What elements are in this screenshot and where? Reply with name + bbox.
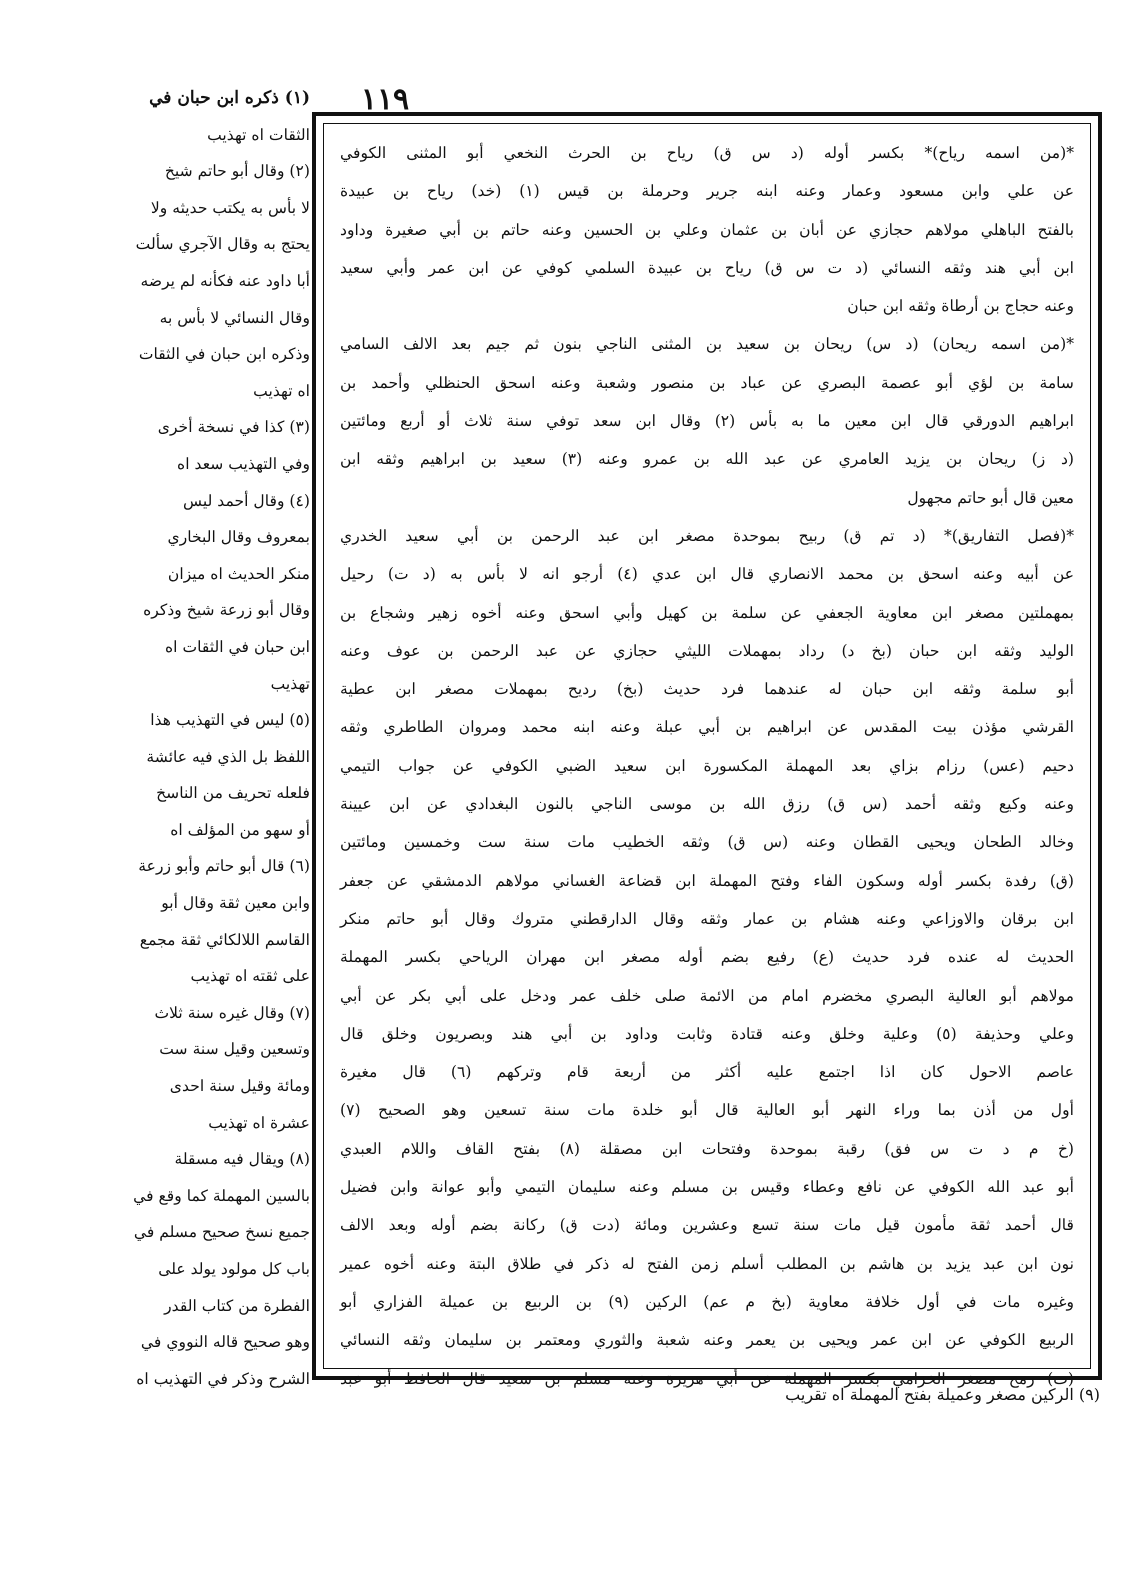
- main-line: (ق) رفدة بكسر أوله وسكون الفاء وفتح المهملة ابن قضاعة الغساني مولاهم الدمشقي عن جعفر: [340, 871, 1074, 890]
- main-line: وخالد الطحان ويحيى القطان وعنه (س ق) وثقه الخطيب مات سنة ست وخمسين ومائتين: [340, 833, 1074, 852]
- margin-note-line: اه تهذيب: [253, 381, 310, 400]
- margin-note-line: (١) ذكره ابن حبان في: [149, 88, 310, 108]
- margin-note-line: على ثقته اه تهذيب: [190, 967, 310, 986]
- margin-note-line: باب كل مولود يولد على: [158, 1260, 310, 1278]
- main-line: وعلي وحذيفة (٥) وعلية وخلق وعنه قتادة وثابت وداود بن أبي هند وبصريون وخلق قال: [340, 1024, 1074, 1043]
- main-line: نون ابن عبد يزيد بن هاشم بن المطلب أسلم زمن الفتح له ذكر في طلاق البتة وعنه أخوه عمير: [340, 1254, 1074, 1273]
- margin-note-line: وقال أبو زرعة شيخ وذكره: [143, 601, 310, 620]
- margin-note-line: عشرة اه تهذيب: [208, 1113, 310, 1132]
- main-line: وعنه حجاج بن أرطاة وثقه ابن حبان: [847, 297, 1074, 316]
- main-line: دحيم (عس) رزام بزاي بعد المهملة المكسورة ابن سعيد الضبي الكوفي عن جواب التيمي: [340, 756, 1074, 775]
- footnote: (٩) الركين مصغر وعميلة بفتح المهملة اه تقريب: [785, 1385, 1100, 1404]
- main-line: الوليد وثقه ابن حبان (بخ د) رداد بمهملات الليثي حجازي عن عبد الرحمن بن عوف وعنه: [340, 641, 1074, 660]
- main-line: (ت) رمح مصغر الخزامي بكسر المهملة عن أبي هريرة وعنه مسلم بن سعيد قال الحافظ أبو عبد: [340, 1369, 1074, 1388]
- margin-note-line: جميع نسخ صحيح مسلم في: [133, 1223, 310, 1242]
- main-line: وغيره مات في أول خلافة معاوية (بخ م عم) الركين (٩) بن الربيع بن عميلة الفزاري أبو: [340, 1292, 1074, 1311]
- page-number: ١١٩: [360, 82, 410, 117]
- margin-note-line: أبا داود عنه فكأنه لم يرضه: [140, 271, 310, 290]
- main-line: أول من أذن بما وراء النهر أبو العالية قال أبو خلدة مات سنة تسعين وهو الصحيح (٧): [340, 1101, 1074, 1120]
- margin-note-line: وفي التهذيب سعد اه: [177, 454, 310, 473]
- margin-note-line: فلعله تحريف من الناسخ: [156, 784, 310, 803]
- margin-note-line: القاسم اللالكائي ثقة مجمع: [139, 930, 310, 949]
- margin-note-line: الثقات اه تهذيب: [207, 125, 310, 144]
- main-line: ابن أبي هند وثقه النسائي (د ت س ق) رياح بن عبيدة السلمي كوفي عن ابن عمر وأبي سعيد: [340, 258, 1074, 277]
- margin-note-line: وابن معين ثقة وقال أبو: [161, 894, 310, 913]
- main-line: مولاهم أبو العالية البصري مخضرم امام من الائمة صلى خلف عمر ودخل على أبي بكر عن أبي: [340, 986, 1074, 1005]
- main-line: عن أبيه وعنه اسحق بن محمد الانصاري قال ابن عدي (٤) أرجو انه لا بأس به (د ت) رحيل: [340, 565, 1074, 584]
- main-line: *(فصل التفاريق)* (د تم ق) ربيح بموحدة مصغر ابن عبد الرحمن بن أبي سعيد الخدري: [340, 526, 1074, 545]
- margin-note-line: الفطرة من كتاب القدر: [164, 1296, 310, 1315]
- margin-notes: [100, 80, 310, 1388]
- main-line: الربيع الكوفي عن ابن عمر ويحيى بن يعمر وعنه شعبة والثوري ومعتمر بن سليمان وثقه النسائي: [340, 1331, 1074, 1350]
- main-line: بالفتح الباهلي مولاهم حجازي عن أبان بن عثمان وعلي بن الحسين وعنه حاتم بن أبي صغيرة وداود: [340, 220, 1074, 239]
- margin-note-line: ابن حبان في الثقات اه: [165, 637, 310, 656]
- main-line: القرشي مؤذن بيت المقدس عن ابراهيم بن أبي عبلة وعنه ابنه محمد ومروان الطاطري وثقه: [340, 718, 1074, 737]
- main-line: عن علي وابن مسعود وعمار وعنه ابنه جرير وحرملة بن قيس (١) (خد) رياح بن عبيدة: [340, 182, 1074, 201]
- main-line: *(من اسمه ريحان) (د س) ريحان بن سعيد بن المثنى الناجي بنون ثم جيم بعد الالف السامي: [340, 335, 1074, 354]
- main-line: عاصم الاحول كان اذا اجتمع عليه أكثر من أربعة قام وتركهم (٦) قال مغيرة: [340, 1063, 1074, 1082]
- main-line: أبو عبد الله الكوفي عن نافع وعطاء وقيس بن مسلم وعنه سليمان التيمي وأبو عوانة وابن فضيل: [340, 1178, 1074, 1197]
- margin-note-line: (٤) وقال أحمد ليس: [182, 491, 310, 510]
- margin-note-line: وذكره ابن حبان في الثقات: [138, 345, 310, 364]
- margin-note-line: ومائة وقيل سنة احدى: [169, 1077, 310, 1096]
- main-text-body: [323, 123, 1091, 1388]
- margin-note-line: (٧) وقال غيره سنة ثلاث: [154, 1003, 310, 1022]
- margin-note-line: (٨) ويقال فيه مسقلة: [174, 1150, 310, 1169]
- main-line: (د ز) ريحان بن يزيد العامري عن عبد الله بن عمرو وعنه (٣) سعيد بن ابراهيم وثقه ابن: [340, 450, 1074, 469]
- margin-note-line: وقال النسائي لا بأس به: [159, 308, 310, 327]
- main-line: الحديث له عنده فرد حديث (ع) رفيع بضم أوله مصغر ابن مهران الرياحي بكسر المهملة: [340, 948, 1074, 967]
- margin-note-line: (٢) وقال أبو حاتم شيخ: [164, 162, 310, 181]
- main-line: (خ م د ت س فق) رقبة بموحدة وفتحات ابن مصقلة (٨) بفتح القاف واللام العبدي: [340, 1139, 1074, 1158]
- main-line: أبو سلمة وثقه ابن حبان له عندهما فرد حديث (بخ) رديح بمهملات مصغر ابن عطية: [340, 680, 1074, 699]
- main-line: بمهملتين مصغر ابن معاوية الجعفي عن سلمة بن كهيل وأبي اسحق وعنه أخوه زهير وشجاع بن: [340, 603, 1074, 622]
- margin-note-line: بمعروف وقال البخاري: [167, 528, 310, 547]
- main-line: قال أحمد ثقة مأمون قيل مات سنة تسع وعشرين ومائة (دت ق) ركانة بضم أوله وبعد الالف: [340, 1216, 1074, 1235]
- margin-note-line: بالسين المهملة كما وقع في: [133, 1186, 310, 1205]
- main-text-frame: [312, 112, 1102, 1388]
- margin-note-line: منكر الحديث اه ميزان: [167, 564, 310, 583]
- main-line: ابن برقان والاوزاعي وعنه هشام بن عمار وثقه وقال الدارقطني متروك وقال أبو حاتم منكر: [340, 909, 1074, 928]
- margin-note-line: (٦) قال أبو حاتم وأبو زرعة: [138, 857, 310, 876]
- margin-note-line: وتسعين وقيل سنة ست: [159, 1040, 310, 1059]
- margin-note-line: وهو صحيح قاله النووي في: [140, 1333, 310, 1352]
- main-line: *(من اسمه رياح)* بكسر أوله (د س ق) رياح بن الحرث النخعي أبو المثنى الكوفي: [340, 144, 1074, 162]
- main-line: ابراهيم الدورقي قال ابن معين ما به بأس (٢) وقال ابن سعد توفي سنة ثلاث أو أربع ومائتين: [340, 412, 1074, 431]
- margin-note-line: الشرح وذكر في التهذيب اه: [136, 1369, 310, 1388]
- margin-note-line: اللفظ بل الذي فيه عائشة: [146, 747, 310, 766]
- margin-note-line: (٥) ليس في التهذيب هذا: [150, 711, 310, 730]
- margin-note-line: (٣) كذا في نسخة أخرى: [157, 418, 310, 437]
- margin-note-line: تهذيب: [270, 674, 310, 693]
- margin-note-line: أو سهو من المؤلف اه: [170, 820, 310, 839]
- main-line: معين قال أبو حاتم مجهول: [907, 488, 1074, 507]
- margin-note-line: لا بأس به يكتب حديثه ولا: [150, 198, 310, 217]
- main-line: سامة بن لؤي أبو عصمة البصري عن عباد بن منصور وشعبة وعنه اسحق الحنظلي وأحمد بن: [340, 373, 1074, 392]
- main-line: وعنه وكيع وثقه أحمد (س ق) رزق الله بن موسى الناجي بالنون البغدادي عن ابن عيينة: [340, 795, 1074, 814]
- margin-note-line: يحتج به وقال الآجري سألت: [135, 235, 310, 254]
